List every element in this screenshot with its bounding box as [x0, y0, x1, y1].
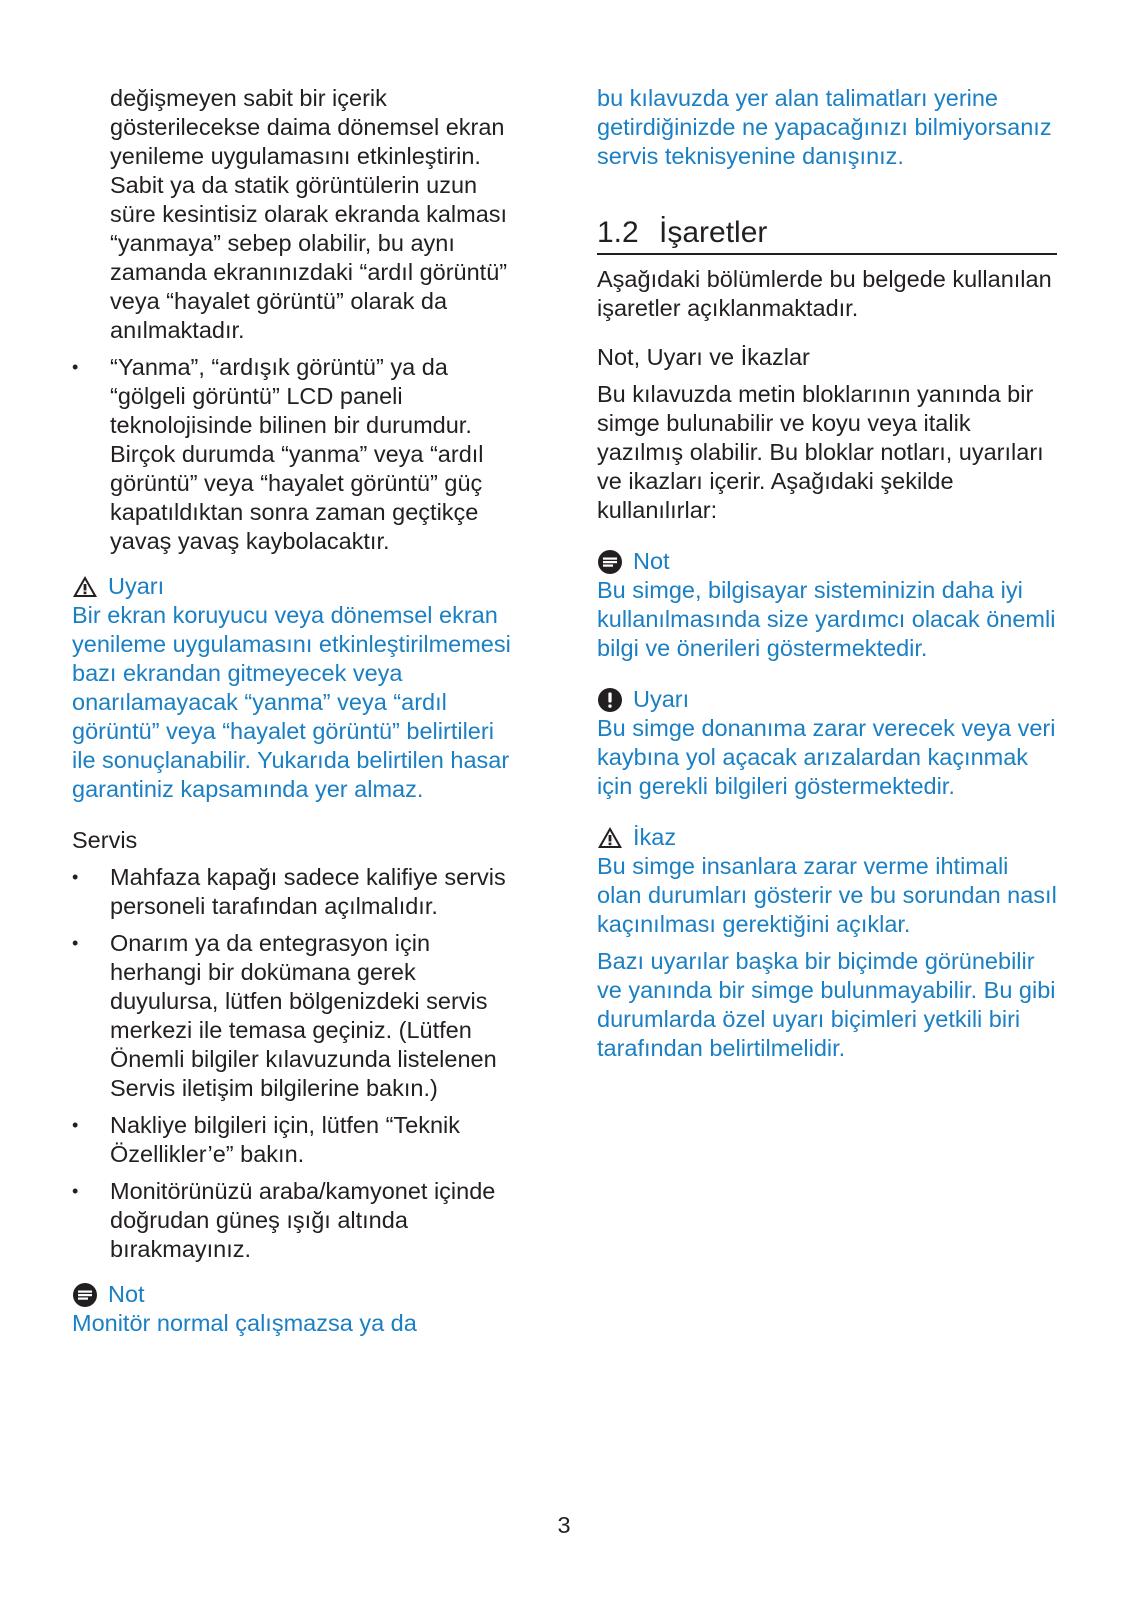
warning-heading [597, 685, 1057, 714]
caution-text: Bu simge insanlara zarar verme ihtimali olan durumları gösterir ve bu sorundan nasıl kaçınılması gerektiğini açıklar. [597, 853, 1057, 937]
warning-text: Bir ekran koruyucu veya dönemsel ekran yenileme uygulamasını etkinleştirilmemesi bazı ekrandan gitmeyecek veya onarılamayacak “yanma” veya “ardıl görüntü” veya “hayalet görüntü” belirtileri ile sonuçlanabilir. Yukarıda belirtilen hasar garantiniz kapsamında yer almaz. [72, 602, 511, 802]
warning-triangle-icon [72, 574, 98, 600]
section-title-text: İşaretler [659, 216, 768, 249]
service-heading: Servis [72, 827, 138, 853]
section-title [597, 215, 1057, 255]
warning-triangle-icon [597, 825, 623, 851]
list-item: • Mahfaza kapağı sadece kalifiye servis personeli tarafından açılmalıdır. [72, 864, 506, 919]
list-item: • Onarım ya da entegrasyon için herhangi bir dokümana gerek duyulursa, lütfen bölgenizdeki servis merkezi ile temasa geçiniz. (Lütfen Önemli bilgiler kılavuzunda listelenen Servis iletişim bilgilerine bakın.) [72, 930, 497, 1101]
warning-label: Uyarı [633, 686, 690, 712]
section-intro: Aşağıdaki bölümlerde bu belgede kullanılan işaretler açıklanmaktadır. [597, 266, 1052, 321]
note-label: Not [633, 548, 670, 574]
left-column [72, 84, 522, 1338]
note-continuation: bu kılavuzda yer alan talimatları yerine getirdiğinizde ne yapacağınızı bilmiyorsanız servis teknisyenine danışınız. [597, 85, 1052, 169]
caution-heading [597, 823, 1057, 852]
caution-label: İkaz [633, 824, 677, 850]
note-text: Monitör normal çalışmazsa ya da [72, 1310, 417, 1336]
page-number: 3 [557, 1512, 571, 1538]
burn-in-list [72, 353, 522, 556]
exclamation-circle-icon [597, 687, 623, 713]
note-heading [72, 1280, 522, 1309]
note-label: Not [108, 1281, 145, 1307]
list-item: • Nakliye bilgileri için, lütfen “Teknik Özellikler’e” bakın. [72, 1112, 461, 1167]
service-list [72, 863, 522, 1264]
warning-heading [72, 572, 522, 601]
note-heading [597, 547, 1057, 576]
note-icon [72, 1282, 98, 1308]
list-item: • Monitörünüzü araba/kamyonet içinde doğrudan güneş ışığı altında bırakmayınız. [72, 1178, 496, 1262]
list-item: • “Yanma”, “ardışık görüntü” ya da “gölgeli görüntü” LCD paneli teknolojisinde bilinen bir durumdur. Birçok durumda “yanma” veya “ardıl görüntü” veya “hayalet görüntü” güç kapatıldıktan sonra zaman geçtikçe yavaş yavaş kaybolacaktır. [72, 354, 484, 554]
subheading: Not, Uyarı ve İkazlar [597, 344, 810, 370]
closing-text: Bazı uyarılar başka bir biçimde görünebilir ve yanında bir simge bulunmayabilir. Bu gibi durumlarda özel uyarı biçimleri yetkili biri tarafından belirtilmelidir. [597, 948, 1056, 1061]
note-text: Bu simge, bilgisayar sisteminizin daha iyi kullanılmasında size yardımcı olacak önemli bilgi ve önerileri göstermektedir. [597, 577, 1056, 661]
intro-continuation: değişmeyen sabit bir içerik gösterilecekse daima dönemsel ekran yenileme uygulamasını etkinleştirin. Sabit ya da statik görüntülerin uzun süre kesintisiz olarak ekranda kalması “yanmaya” sebep olabilir, bu aynı zamanda ekranınızdaki “ardıl görüntü” veya “hayalet görüntü” olarak da anılmaktadır. [110, 85, 508, 343]
warning-label: Uyarı [108, 573, 165, 599]
note-icon [597, 549, 623, 575]
body-text: Bu kılavuzda metin bloklarının yanında bir simge bulunabilir ve koyu veya italik yazılmış olabilir. Bu bloklar notları, uyarıları ve ikazları içerir. Aşağıdaki şekilde kullanılırlar: [597, 381, 1044, 523]
section-number: 1.2 [597, 216, 639, 249]
warning-text: Bu simge donanıma zarar verecek veya veri kaybına yol açacak arızalardan kaçınmak için gerekli bilgileri göstermektedir. [597, 715, 1056, 799]
right-column [597, 84, 1057, 1063]
